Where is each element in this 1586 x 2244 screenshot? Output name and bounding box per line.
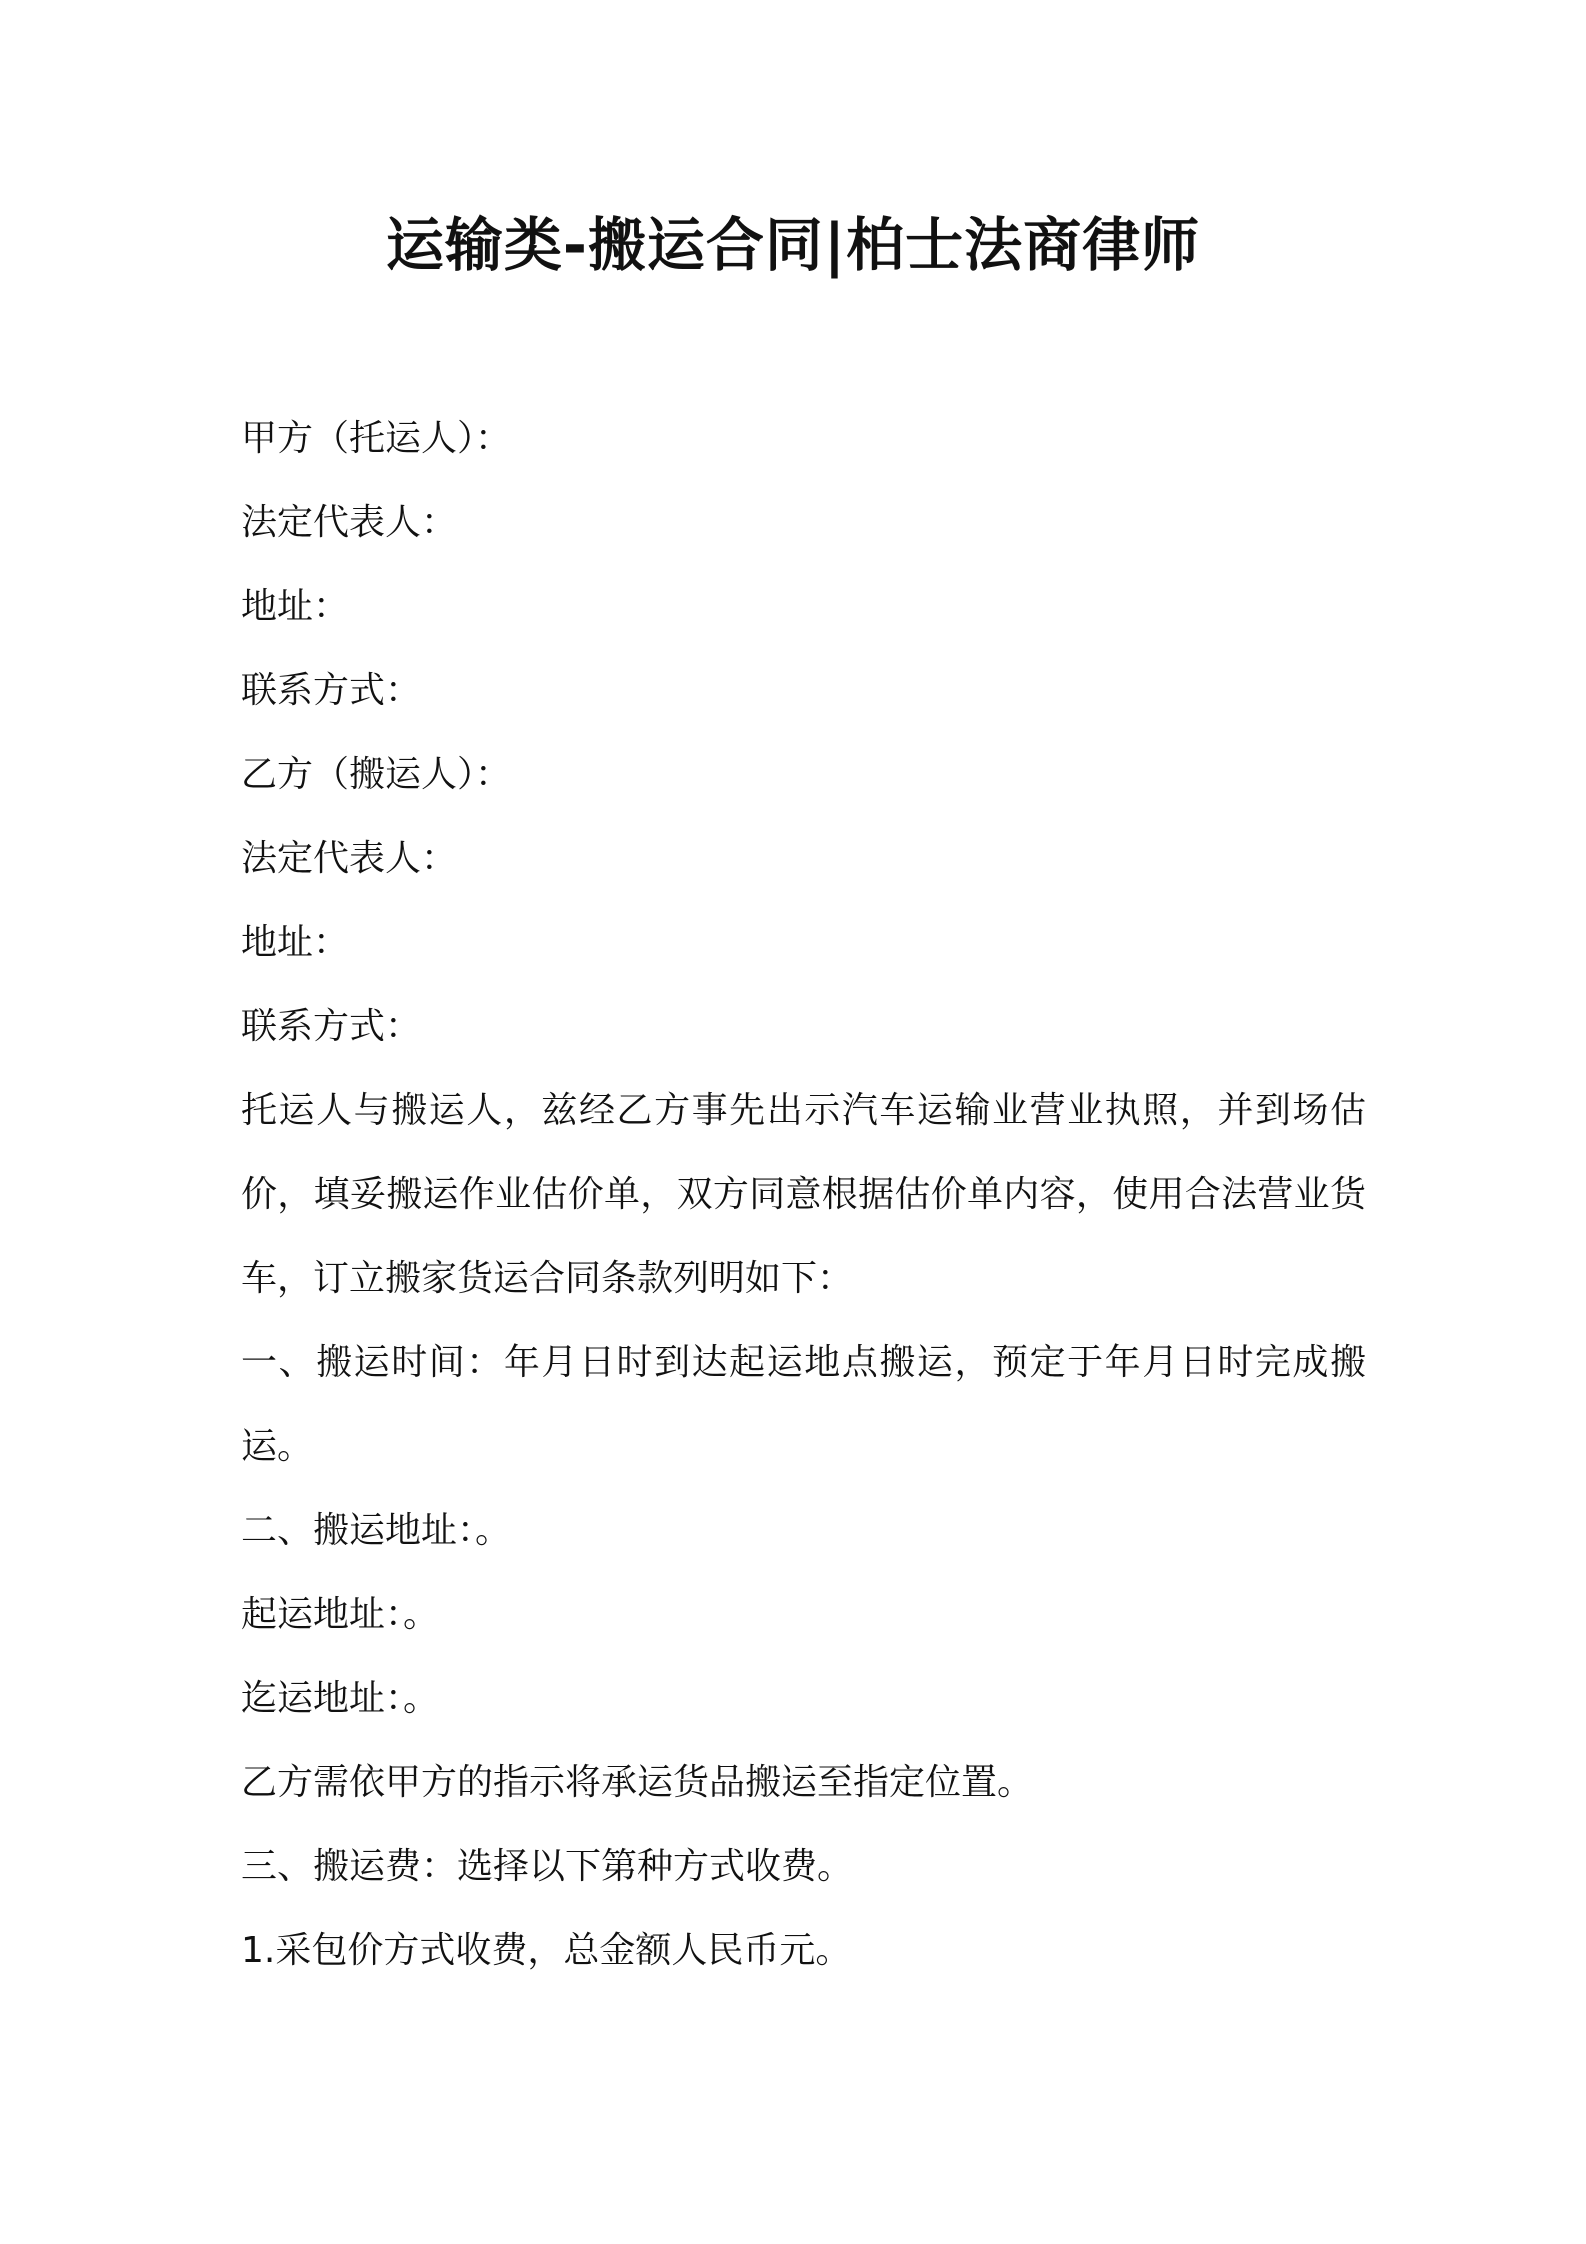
party-b-label: 乙方（搬运人）： (241, 754, 512, 795)
party-b-representative: 法定代表人： (241, 838, 458, 879)
document-title: 运输类-搬运合同|柏士法商律师 (385, 211, 1201, 279)
clause-2-heading: 二、搬运地址：。 (241, 1510, 512, 1551)
party-b-contact: 联系方式： (241, 1006, 422, 1047)
party-a-contact: 联系方式： (241, 670, 422, 711)
document-body (241, 397, 1366, 1993)
preamble-paragraph: 托运人与搬运人，兹经乙方事先出示汽车运输业营业执照，并到场估价，填妥搬运作业估价单，双方同意根据估价单内容，使用合法营业货车，订立搬家货运合同条款列明如下： (241, 1090, 1366, 1299)
clause-3-heading: 三、搬运费：选择以下第种方式收费。 (241, 1846, 854, 1887)
clause-2-origin: 起运地址：。 (241, 1594, 440, 1635)
clause-2-instruction: 乙方需依甲方的指示将承运货品搬运至指定位置。 (241, 1762, 1034, 1803)
clause-3-option-1: 1.采包价方式收费，总金额人民币元。 (241, 1930, 852, 1971)
party-a-address: 地址： (241, 586, 350, 627)
clause-2-destination: 迄运地址：。 (241, 1678, 440, 1719)
party-b-address: 地址： (241, 922, 350, 963)
party-a-label: 甲方（托运人）： (241, 418, 512, 459)
clause-1-time: 一、搬运时间：年月日时到达起运地点搬运，预定于年月日时完成搬运。 (241, 1342, 1366, 1467)
party-a-representative: 法定代表人： (241, 502, 458, 543)
